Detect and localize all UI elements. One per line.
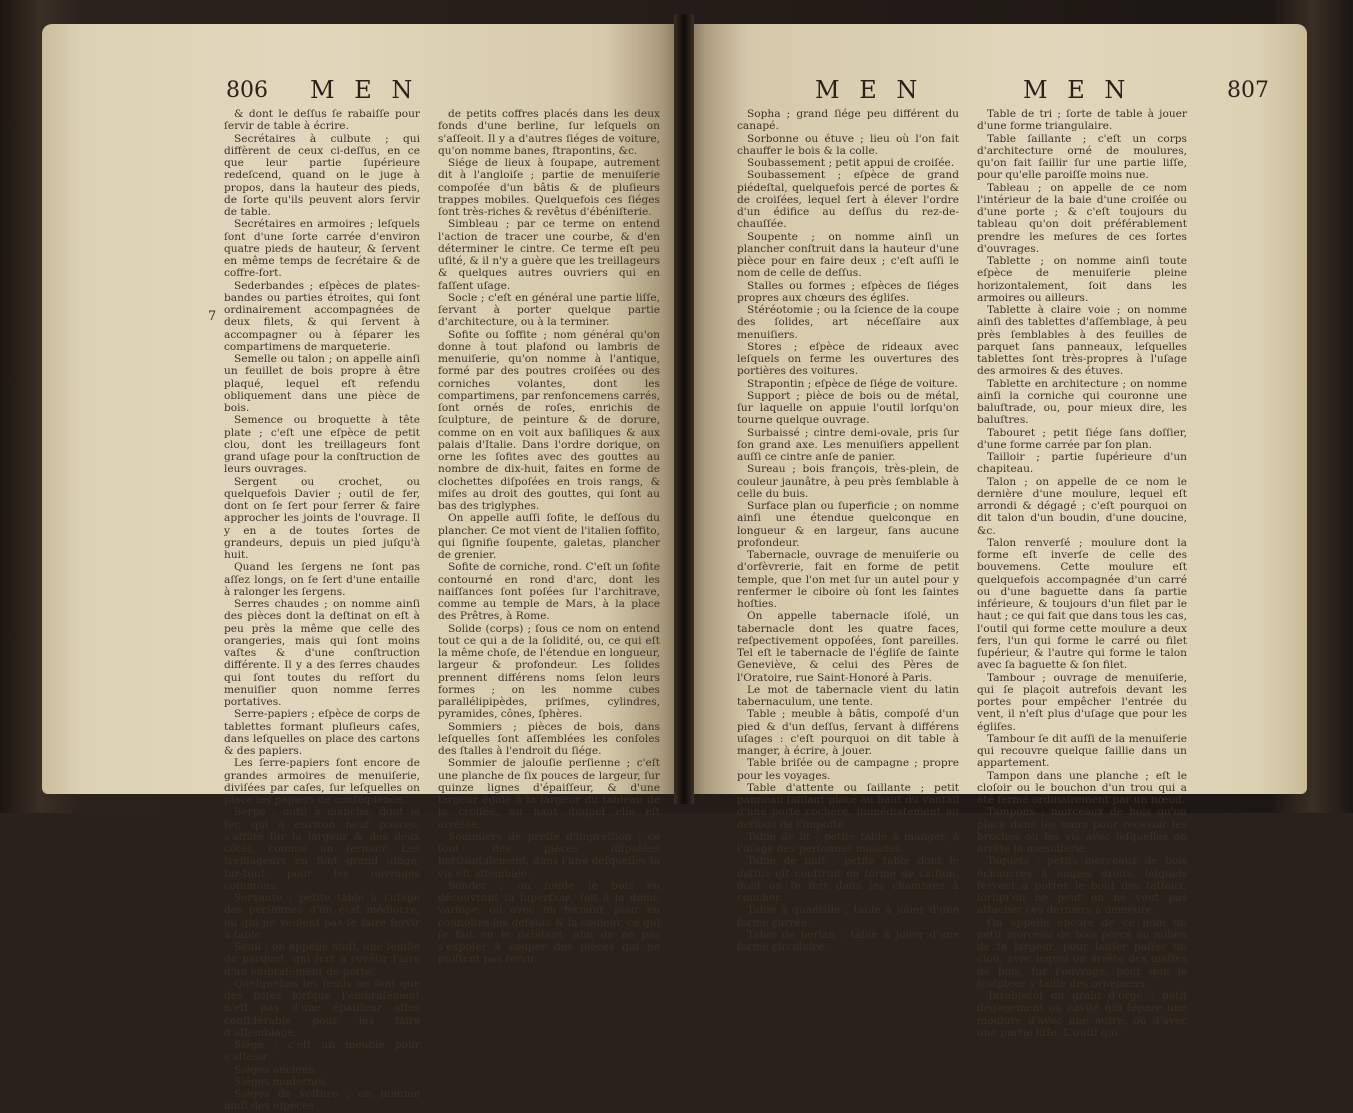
- entry-paragraph: Table ; meuble à bâtis, compoſé d'un pied & d'un deſſus, ſervant à différens uſages : c'eſt pourquoi on dit table à manger, à écrire, à jouer.: [737, 708, 959, 757]
- entry-paragraph: Tailloir ; partie ſupérieure d'un chapiteau.: [977, 451, 1187, 476]
- entry-paragraph: Sommier de jalouſie perſienne ; c'eſt une planche de ſix pouces de largeur, ſur quinze lignes d'épaiſſeur, & d'une largeur égale à la largeur du tableau de la croiſée, au haut duquel elle eſt arrêtée.: [438, 757, 660, 831]
- entry-paragraph: Siéges anciens.: [234, 1063, 318, 1076]
- entry-paragraph: Simbleau ; par ce terme on entend l'action de tracer une courbe, & d'en déterminer le cintre. Ce terme eſt peu uſité, & il n'y a guère que les treillageurs & quelques autres ouvriers qui en faſſent uſage.: [438, 218, 660, 292]
- entry-paragraph: Surface plan ou ſuperficie ; on nomme ainſi une étendue quelconque en longueur & en largeur, ſans aucune profondeur.: [737, 500, 959, 549]
- entry-paragraph: Table ſaillante ; c'eſt un corps d'architecture orné de moulures, qu'on fait ſaillir ſur une partie liſſe, pour qu'elle paroiſſe moins nue.: [977, 132, 1187, 182]
- entry-paragraph: Sommiers ; pièces de bois, dans leſquelles ſont aſſemblées les conſoles des ſtalles à l'endroit du ſiége.: [438, 720, 660, 757]
- entry-paragraph: Servante ; petite table à l'uſage des perſonnes d'un état médiocre, ou qui ne veulent pas ſe faire ſervir à table.: [224, 892, 420, 941]
- entry-paragraph: Soubassement ; eſpèce de grand piédeſtal, quelquefois percé de portes & de croiſées, lequel ſert à élever l'ordre d'un édifice au deſſus du rez-de-chauſſée.: [737, 169, 959, 231]
- entry-paragraph: Secrétaires en armoires ; leſquels ſont d'une ſorte carrée d'environ quatre pieds de hauteur, & ſervent en même temps de ſecrétaire & de coffre-fort.: [224, 218, 420, 280]
- right-running-head-1: M E N: [815, 76, 924, 104]
- entry-paragraph: Table de berlan ; table à jouer d'une forme circulaire.: [737, 928, 959, 953]
- entry-paragraph: Seuil ; on appelle ainſi, une feuille de parquet, qui ſert à revêtir l'aire d'un embraſement de porte.: [224, 941, 420, 978]
- entry-paragraph: Sommiers de preſſe d'impreſſion ; ce ſont des pièces diſpoſées horizontalement, dans l'une deſquelles la vis eſt aſſemblée.: [438, 830, 660, 880]
- entry-paragraph: Stalles ou formes ; eſpèces de ſiéges propres aux chœurs des égliſes.: [737, 279, 959, 304]
- entry-paragraph: Quelquefois les ſeuils ne ſont que des friſes lorſque l'embraſement n'eſt pas d'une épaiſſeur aſſez conſidérable pour les faire d'aſſemblage.: [224, 977, 420, 1039]
- entry-paragraph: On appelle tabernacle iſolé, un tabernacle dont les quatre faces, reſpectivement oppoſées, ſont pareilles. Tel eſt le tabernacle de l'égliſe de ſainte Geneviève, & celui des Pères de l'Oratoire, rue Saint-Honoré à Paris.: [737, 610, 959, 684]
- entry-paragraph: Talon renverſé ; moulure dont la forme eſt inverſe de celle des bouvemens. Cette moulure eſt quelquefois accompagnée d'un carré ou d'une baguette dans ſa partie inférieure, & toujours d'un filet par le haut ; ce qui fait que dans tous les cas, l'outil qui forme cette moulure a deux fers, l'un qui forme le carré ou filet ſupérieur, & l'autre qui forme le talon avec ſa baguette & ſon filet.: [977, 536, 1187, 672]
- entry-paragraph: de petits coffres placés dans les deux fonds d'une berline, ſur leſquels on s'aſſeoit. Il y a d'autres ſiéges de voiture, qu'on nomme banes, ſtrapontins, &c.: [438, 108, 660, 157]
- entry-paragraph: Table à quadrille ; table à jouer d'une forme carrée.: [737, 904, 959, 929]
- entry-paragraph: Tambour ſe dit auſſi de la menuiſerie qui recouvre quelque ſaillie dans un appartement.: [977, 732, 1187, 770]
- right-page: [687, 24, 1307, 1039]
- entry-paragraph: Tampon dans une planche ; eſt le cloſoir ou le bouchon d'un trou qui a été fermé ordinairement par un nœud.: [977, 769, 1187, 806]
- entry-paragraph: Tabernacle, ouvrage de menuiſerie ou d'orfèvrerie, fait en forme de petit temple, que l'on met ſur un autel pour y renfermer le ciboire où ſont les ſaintes hoſties.: [737, 549, 959, 610]
- entry-paragraph: Quand les ſergens ne ſont pas aſſez longs, on ſe ſert d'une entaille à ralonger les ſergens.: [224, 561, 420, 598]
- entry-paragraph: Stores ; eſpèce de rideaux avec leſquels on ferme les ouvertures des portières des voitures.: [737, 340, 959, 378]
- entry-paragraph: Soubassement ; petit appui de croiſée.: [747, 157, 955, 169]
- entry-paragraph: Talon ; on appelle de ce nom le dernière d'une moulure, lequel eſt arrondi & dégagé ; c'eſt pourquoi on dit talon d'un boudin, d'une doucine, &c.: [977, 475, 1187, 537]
- entry-paragraph: Solide (corps) ; ſous ce nom on entend tout ce qui a de la ſolidité, ou, ce qui eſt la même choſe, de l'étendue en longueur, largeur & profondeur. Les ſolides prennent différens noms ſelon leurs formes ; on les nomme cubes parallélipipèdes, priſmes, cylindres, pyramides, cônes, ſphères.: [438, 622, 660, 721]
- left-column-1: [224, 108, 420, 1113]
- entry-paragraph: Sofite ou ſoffite ; nom général qu'on donne à tout plafond ou lambris de menuiſerie, qu'on nomme à l'antique, formé par des poutres croiſées ou des corniches volantes, dont les compartimens, par renfoncemens carrés, ſont ornés de roſes, enrichis de ſculpture, de peinture & de dorure, comme on en voit aux baſiliques & aux palais d'Italie. Dans l'ordre dorique, on orne les ſofites avec des gouttes au nombre de dix-huit, faites en forme de clochettes diſpoſées en trois rangs, & miſes au droit des gouttes, qui ſont au bas des triglyphes.: [438, 328, 660, 512]
- entry-paragraph: Surbaissé ; cintre demi-ovale, pris ſur ſon grand axe. Les menuiſiers appellent auſſi ce cintre anſe de panier.: [737, 426, 959, 463]
- entry-paragraph: Serpe ; outil à manche, dont le fer, qui a environ neuf pouces, s'affûte ſur la largeur & des deux côtés, comme un fermoir. Les treillageurs en font grand uſage, ſur-tout pour les ouvrages communs.: [224, 806, 420, 892]
- left-column-2: [438, 108, 660, 966]
- entry-paragraph: Le mot de tabernacle vient du latin tabernaculum, une tente.: [737, 683, 959, 708]
- entry-paragraph: Table d'attente ou ſaillante ; petit panneau ſaillant placé au haut du vantail d'une porte cochère, immédiatement au deſſous de l'impoſte.: [737, 781, 959, 831]
- entry-paragraph: Secrétaires à culbute ; qui diffèrent de ceux ci-deſſus, en ce que leur partie ſupérieure redeſcend, quand on le juge à propos, dans la hauteur des pieds, de ſorte qu'ils peuvent alors ſervir de table.: [224, 132, 420, 218]
- entry-paragraph: Sorbonne ou étuve ; lieu où l'on fait chauffer le bois & la colle.: [737, 132, 959, 157]
- entry-paragraph: Table de tri ; ſorte de table à jouer d'une forme triangulaire.: [977, 108, 1187, 133]
- entry-paragraph: Sederbandes ; eſpèces de plates-bandes ou parties étroites, qui ſont ordinairement accompagnées de deux filets, & qui ſervent à accompagner ou à ſéparer les compartimens de marqueterie.: [224, 279, 420, 353]
- entry-paragraph: Siéges modernes.: [234, 1075, 330, 1088]
- entry-paragraph: Sureau ; bois françois, très-plein, de couleur jaunâtre, à peu près ſemblable à celle du buis.: [737, 463, 959, 500]
- entry-paragraph: Tablette à claire voie ; on nomme ainſi des tablettes d'aſſemblage, à peu près ſemblables à des feuilles de parquet ſans panneaux, leſquelles tablettes ſont très-propres à l'uſage des armoires & des étuves.: [977, 304, 1187, 378]
- entry-paragraph: Table de nuit ; petite table dont le deſſus eſt conſtruit en forme de caiſſon, dont on ſe ſert dans les chambres à coucher.: [737, 855, 959, 904]
- entry-paragraph: Semelle ou talon ; on appelle ainſi un feuillet de bois propre à être plaqué, lequel eſt refendu obliquement dans une pièce de bois.: [224, 353, 420, 414]
- entry-paragraph: Semence ou broquette à tête plate ; c'eſt une eſpèce de petit clou, dont les treillageurs font grand uſage pour la conſtruction de leurs ouvrages.: [224, 414, 420, 476]
- left-page: [42, 24, 682, 1113]
- entry-paragraph: Strapontin ; eſpèce de ſiége de voiture.: [747, 377, 958, 390]
- entry-paragraph: Sonder ; on ſonde le bois en découvrant ſa ſuperficie, ſoit à la demi-varlope, ou avec un fermoir, pour en connoître les défauts & la couleur, ce qui ſe fait en le débitant, afin de ne pas s'expoſer à couper des pièces qui ne puiſſent pas ſervir.: [438, 879, 660, 966]
- entry-paragraph: Serres chaudes ; on nomme ainſi des pièces dont la deſtinat on eſt à peu près la même que celle des orangeries, mais qui ſont moins vaſtes & d'une conſtruction différente. Il y a des ſerres chaudes qui ſont toutes du reſſort du menuiſier quon nomme ſerres portatives.: [224, 598, 420, 708]
- entry-paragraph: Stéréotomie ; ou la ſcience de la coupe des ſolides, art néceſſaire aux menuiſiers.: [737, 304, 959, 341]
- entry-paragraph: Sofite de corniche, rond. C'eſt un ſofite contourné en rond d'arc, dont les naiſſances ſont poſées ſur l'architrave, comme au temple de Mars, à la place des Prêtres, à Rome.: [438, 561, 660, 623]
- entry-paragraph: Siége ; c'eſt un meuble pour s'aſſeoir.: [224, 1039, 420, 1064]
- entry-paragraph: Tabouret ; petit ſiége ſans doſſier, d'une forme carrée par ſon plan.: [977, 426, 1187, 451]
- entry-paragraph: Sopha ; grand ſiége peu différent du canapé.: [737, 108, 959, 133]
- margin-mark: 7: [208, 309, 217, 324]
- entry-paragraph: Tablette en architecture ; on nomme ainſi la corniche qui couronne une baluſtrade, ou, pour mieux dire, les baluſtres.: [977, 377, 1187, 427]
- right-page-number: 807: [1227, 78, 1269, 103]
- entry-paragraph: On appelle auſſi ſofite, le deſſous du plancher. Ce mot vient de l'italien ſoffito, qui ſignifie ſoupente, galetas, plancher de grenier.: [438, 512, 660, 561]
- entry-paragraph: On appelle encore de ce nom un petit morceau de bois percé au milieu de ſa largeur, pour laiſſer paſſer un clou, avec lequel on arrête des maſſes de bois, ſur l'ouvrage, pour que le ſculpteur y taille des ornemens.: [977, 916, 1187, 990]
- entry-paragraph: Tableau ; on appelle de ce nom l'intérieur de la baie d'une croiſée ou d'une porte ; & c'eſt toujours du tableau qu'on doit préférablement prendre les meſures de ces ſortes d'ouvrages.: [977, 181, 1187, 255]
- entry-paragraph: Soupente ; on nomme ainſi un plancher conſtruit dans la hauteur d'une pièce pour en faire deux ; c'eſt auſſi le nom de celle de deſſus.: [737, 230, 959, 280]
- entry-paragraph: Tampons ; morceaux de bois qu'on place dans les murs pour recevoir les broches ou les vis avec leſquelles on arrête la menuiſerie.: [977, 806, 1187, 855]
- entry-paragraph: Sergent ou crochet, ou quelquefois Davier ; outil de fer, dont on ſe ſert pour ſerrer & faire approcher les joints de l'ouvrage. Il y en a de toutes ſortes de grandeurs, depuis un pied juſqu'à huit.: [224, 475, 420, 561]
- entry-paragraph: Taquets ; petits morceaux de bois échancrés à angles droits, leſquels ſervent à porter le bout des taſſaux, lorſqu'on ne peut on ne veut pas attacher ces derniers à demeure.: [977, 855, 1187, 917]
- right-column-2: [977, 108, 1187, 1039]
- entry-paragraph: Tambour ; ouvrage de menuiſerie, qui ſe plaçoit autrefois devant les portes pour empêcher l'entrée du vent, il n'eſt plus d'uſage que pour les égliſes.: [977, 671, 1187, 733]
- right-column-1: [737, 108, 959, 953]
- entry-paragraph: Socle ; c'eſt en général une partie liſſe, ſervant à porter quelque partie d'architecture, ou à la terminer.: [438, 291, 660, 329]
- left-page-number: 806: [226, 78, 268, 103]
- entry-paragraph: Tarabiscot ou grain d'orge ; petit dégagement ou cavité qui ſépare une moulure d'avec une autre, ou d'avec une partie liſſe. L'outil qui: [977, 990, 1187, 1039]
- entry-paragraph: Siége de lieux à ſoupape, autrement dit à l'angloiſe ; partie de menuiſerie compoſée d'un bâtis & de pluſieurs trappes mobiles. Quelquefois ces ſiéges ſont très-riches & revêtus d'ébéniſterie.: [438, 157, 660, 218]
- right-running-head-2: M E N: [1023, 76, 1132, 104]
- entry-paragraph: Tablette ; on nomme ainſi toute eſpèce de menuiſerie pleine horizontalement, ſoit dans les armoires ou ailleurs.: [977, 255, 1187, 304]
- entry-paragraph: Table de lit ; petite table à manger, à l'uſage des perſonnes malades.: [737, 830, 959, 855]
- entry-paragraph: Serre-papiers ; eſpèce de corps de tablettes formant pluſieurs caſes, dans leſquelles on place des cartons & des papiers.: [224, 708, 420, 757]
- entry-paragraph: Table briſée ou de campagne ; propre pour les voyages.: [737, 757, 959, 782]
- entry-paragraph: Les ſerre-papiers ſont encore de grandes armoires de menuiſerie, diviſées par caſes, ſur leſquelles on place les papiers de conſéquence.: [224, 757, 420, 806]
- left-running-head: M E N: [310, 76, 419, 104]
- book-gutter: [674, 14, 694, 804]
- entry-paragraph: & dont le deſſus ſe rabaiſſe pour ſervir de table à écrire.: [224, 108, 420, 133]
- entry-paragraph: Support ; pièce de bois ou de métal, ſur laquelle on appuie l'outil lorſqu'on tourne quelque ouvrage.: [737, 389, 959, 427]
- open-book: [42, 14, 1312, 1113]
- entry-paragraph: Siéges de voiture ; on nomme ainſi des eſpèces: [224, 1088, 420, 1113]
